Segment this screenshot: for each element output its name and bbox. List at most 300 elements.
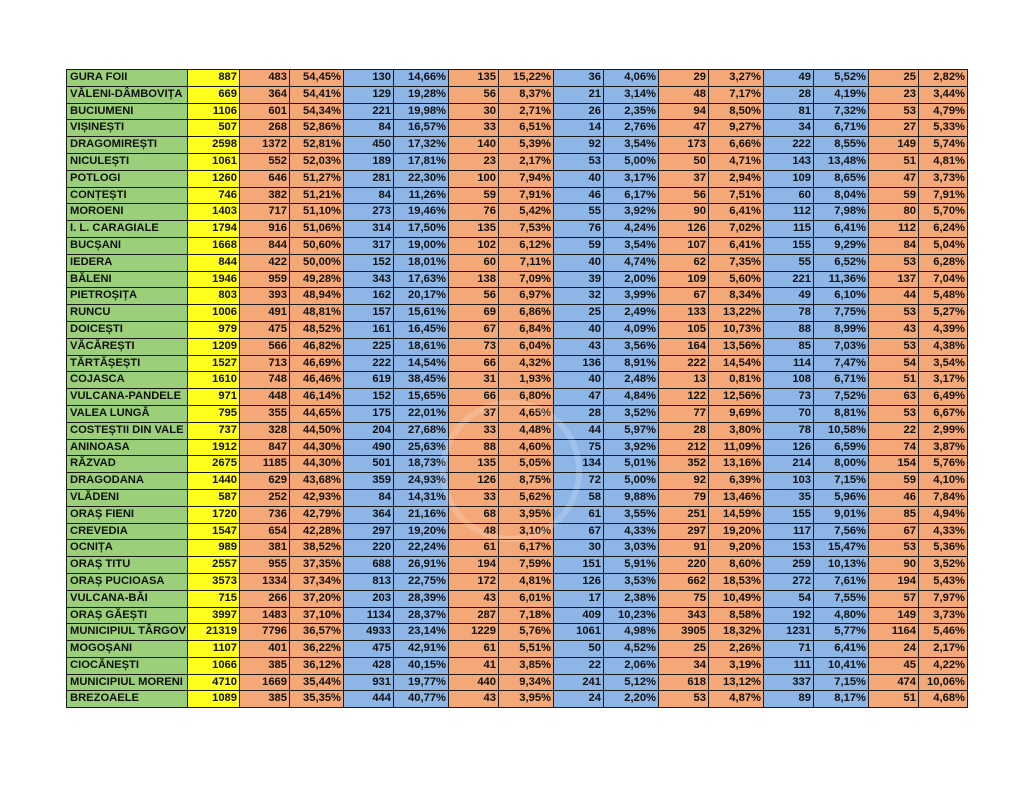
value-cell: 359 (344, 473, 394, 490)
value-cell: 15,47% (814, 540, 869, 557)
value-cell: 4,10% (919, 473, 968, 490)
value-cell: 76 (449, 204, 499, 221)
value-cell: 10,58% (814, 422, 869, 439)
value-cell: 15,22% (499, 70, 554, 87)
value-cell: 1372 (240, 137, 290, 154)
locality-name-cell: DRAGODANA (67, 473, 188, 490)
value-cell: 84 (344, 187, 394, 204)
value-cell: 9,27% (709, 120, 764, 137)
value-cell: 18,32% (709, 624, 764, 641)
value-cell: 8,75% (499, 473, 554, 490)
total-cell: 21319 (188, 624, 240, 641)
value-cell: 94 (659, 103, 709, 120)
total-cell: 737 (188, 422, 240, 439)
value-cell: 14,59% (709, 506, 764, 523)
value-cell: 385 (240, 657, 290, 674)
value-cell: 33 (449, 120, 499, 137)
total-cell: 1006 (188, 305, 240, 322)
total-cell: 1794 (188, 221, 240, 238)
value-cell: 4,39% (919, 321, 968, 338)
table-row (67, 355, 968, 372)
value-cell: 2,20% (604, 691, 659, 708)
value-cell: 4,87% (709, 691, 764, 708)
value-cell: 19,46% (394, 204, 449, 221)
value-cell: 85 (869, 506, 919, 523)
value-cell: 6,66% (709, 137, 764, 154)
value-cell: 19,20% (709, 523, 764, 540)
value-cell: 4,60% (499, 439, 554, 456)
value-cell: 66 (449, 355, 499, 372)
value-cell: 4933 (344, 624, 394, 641)
value-cell: 4,80% (814, 607, 869, 624)
value-cell: 192 (764, 607, 814, 624)
value-cell: 273 (344, 204, 394, 221)
value-cell: 105 (659, 321, 709, 338)
value-cell: 135 (449, 221, 499, 238)
locality-name-cell: VĂCĂREȘTI (67, 338, 188, 355)
value-cell: 44,30% (290, 439, 344, 456)
value-cell: 7,55% (814, 590, 869, 607)
value-cell: 70 (764, 405, 814, 422)
total-cell: 989 (188, 540, 240, 557)
value-cell: 129 (344, 86, 394, 103)
value-cell: 126 (554, 573, 604, 590)
value-cell: 175 (344, 405, 394, 422)
value-cell: 5,62% (499, 489, 554, 506)
value-cell: 22,30% (394, 170, 449, 187)
table-row (67, 305, 968, 322)
table-row (67, 153, 968, 170)
value-cell: 73 (449, 338, 499, 355)
value-cell: 43 (869, 321, 919, 338)
value-cell: 6,41% (814, 221, 869, 238)
value-cell: 1164 (869, 624, 919, 641)
value-cell: 155 (764, 506, 814, 523)
value-cell: 3,14% (604, 86, 659, 103)
value-cell: 49,28% (290, 271, 344, 288)
value-cell: 847 (240, 439, 290, 456)
value-cell: 135 (449, 456, 499, 473)
value-cell: 629 (240, 473, 290, 490)
value-cell: 157 (344, 305, 394, 322)
value-cell: 54,45% (290, 70, 344, 87)
value-cell: 381 (240, 540, 290, 557)
value-cell: 7,51% (709, 187, 764, 204)
value-cell: 646 (240, 170, 290, 187)
value-cell: 409 (554, 607, 604, 624)
value-cell: 8,04% (814, 187, 869, 204)
value-cell: 13,16% (709, 456, 764, 473)
total-cell: 971 (188, 389, 240, 406)
total-cell: 2557 (188, 557, 240, 574)
value-cell: 6,01% (499, 590, 554, 607)
value-cell: 5,04% (919, 237, 968, 254)
value-cell: 54 (764, 590, 814, 607)
value-cell: 6,80% (499, 389, 554, 406)
value-cell: 161 (344, 321, 394, 338)
value-cell: 88 (449, 439, 499, 456)
total-cell: 746 (188, 187, 240, 204)
total-cell: 2675 (188, 456, 240, 473)
value-cell: 17,81% (394, 153, 449, 170)
table-row (67, 338, 968, 355)
value-cell: 117 (764, 523, 814, 540)
value-cell: 88 (764, 321, 814, 338)
table-row (67, 590, 968, 607)
value-cell: 33 (449, 489, 499, 506)
table-row (67, 456, 968, 473)
value-cell: 5,52% (814, 70, 869, 87)
value-cell: 619 (344, 372, 394, 389)
value-cell: 8,58% (709, 607, 764, 624)
value-cell: 401 (240, 641, 290, 658)
value-cell: 114 (764, 355, 814, 372)
value-cell: 109 (659, 271, 709, 288)
value-cell: 173 (659, 137, 709, 154)
value-cell: 59 (554, 237, 604, 254)
value-cell: 60 (449, 254, 499, 271)
value-cell: 43 (449, 590, 499, 607)
table-row (67, 70, 968, 87)
value-cell: 58 (554, 489, 604, 506)
value-cell: 28,39% (394, 590, 449, 607)
table-row (67, 321, 968, 338)
total-cell: 1061 (188, 153, 240, 170)
value-cell: 7,59% (499, 557, 554, 574)
value-cell: 931 (344, 674, 394, 691)
value-cell: 2,71% (499, 103, 554, 120)
value-cell: 2,99% (919, 422, 968, 439)
value-cell: 10,41% (814, 657, 869, 674)
value-cell: 3,56% (604, 338, 659, 355)
value-cell: 618 (659, 674, 709, 691)
value-cell: 474 (869, 674, 919, 691)
value-cell: 75 (554, 439, 604, 456)
total-cell: 1106 (188, 103, 240, 120)
value-cell: 7,56% (814, 523, 869, 540)
value-cell: 3,80% (709, 422, 764, 439)
total-cell: 1089 (188, 691, 240, 708)
value-cell: 5,39% (499, 137, 554, 154)
locality-name-cell: ANINOASA (67, 439, 188, 456)
value-cell: 713 (240, 355, 290, 372)
value-cell: 1229 (449, 624, 499, 641)
value-cell: 49 (764, 70, 814, 87)
value-cell: 6,24% (919, 221, 968, 238)
value-cell: 92 (659, 473, 709, 490)
value-cell: 3,52% (919, 557, 968, 574)
value-cell: 48 (659, 86, 709, 103)
locality-name-cell: VLĂDENI (67, 489, 188, 506)
value-cell: 63 (869, 389, 919, 406)
locality-name-cell: VĂLENI-DÂMBOVIȚA (67, 86, 188, 103)
value-cell: 14 (554, 120, 604, 137)
value-cell: 6,71% (814, 372, 869, 389)
value-cell: 1061 (554, 624, 604, 641)
value-cell: 53 (869, 305, 919, 322)
value-cell: 54,41% (290, 86, 344, 103)
value-cell: 81 (764, 103, 814, 120)
table-row (67, 170, 968, 187)
value-cell: 566 (240, 338, 290, 355)
value-cell: 4,33% (604, 523, 659, 540)
value-cell: 2,49% (604, 305, 659, 322)
value-cell: 152 (344, 254, 394, 271)
value-cell: 5,01% (604, 456, 659, 473)
total-cell: 803 (188, 288, 240, 305)
value-cell: 3,95% (499, 506, 554, 523)
total-cell: 1107 (188, 641, 240, 658)
value-cell: 5,36% (919, 540, 968, 557)
value-cell: 297 (659, 523, 709, 540)
value-cell: 5,91% (604, 557, 659, 574)
value-cell: 91 (659, 540, 709, 557)
value-cell: 5,33% (919, 120, 968, 137)
locality-name-cell: ORAȘ TITU (67, 557, 188, 574)
value-cell: 23,14% (394, 624, 449, 641)
value-cell: 8,00% (814, 456, 869, 473)
value-cell: 17,32% (394, 137, 449, 154)
value-cell: 47 (869, 170, 919, 187)
value-cell: 17,50% (394, 221, 449, 238)
total-cell: 715 (188, 590, 240, 607)
value-cell: 35,35% (290, 691, 344, 708)
value-cell: 317 (344, 237, 394, 254)
value-cell: 251 (659, 506, 709, 523)
value-cell: 37,34% (290, 573, 344, 590)
value-cell: 13,48% (814, 153, 869, 170)
value-cell: 48 (449, 523, 499, 540)
locality-name-cell: COSTEȘTII DIN VALE (67, 422, 188, 439)
value-cell: 13,22% (709, 305, 764, 322)
value-cell: 67 (449, 321, 499, 338)
locality-name-cell: ORAȘ GĂEȘTI (67, 607, 188, 624)
value-cell: 748 (240, 372, 290, 389)
total-cell: 979 (188, 321, 240, 338)
value-cell: 53 (869, 540, 919, 557)
value-cell: 8,37% (499, 86, 554, 103)
locality-name-cell: BĂLENI (67, 271, 188, 288)
value-cell: 9,88% (604, 489, 659, 506)
value-cell: 491 (240, 305, 290, 322)
value-cell: 3,03% (604, 540, 659, 557)
value-cell: 552 (240, 153, 290, 170)
value-cell: 14,31% (394, 489, 449, 506)
value-cell: 4,32% (499, 355, 554, 372)
value-cell: 16,45% (394, 321, 449, 338)
value-cell: 38,52% (290, 540, 344, 557)
value-cell: 214 (764, 456, 814, 473)
value-cell: 76 (554, 221, 604, 238)
value-cell: 7,91% (919, 187, 968, 204)
value-cell: 15,65% (394, 389, 449, 406)
value-cell: 52,03% (290, 153, 344, 170)
locality-name-cell: VALEA LUNGĂ (67, 405, 188, 422)
value-cell: 59 (449, 187, 499, 204)
value-cell: 4,79% (919, 103, 968, 120)
value-cell: 35,44% (290, 674, 344, 691)
value-cell: 364 (344, 506, 394, 523)
value-cell: 100 (449, 170, 499, 187)
value-cell: 51,21% (290, 187, 344, 204)
value-cell: 1483 (240, 607, 290, 624)
table-row (67, 271, 968, 288)
value-cell: 143 (764, 153, 814, 170)
value-cell: 41 (449, 657, 499, 674)
value-cell: 67 (659, 288, 709, 305)
value-cell: 30 (449, 103, 499, 120)
value-cell: 20,17% (394, 288, 449, 305)
value-cell: 6,97% (499, 288, 554, 305)
total-cell: 507 (188, 120, 240, 137)
table-row (67, 221, 968, 238)
value-cell: 428 (344, 657, 394, 674)
value-cell: 42,28% (290, 523, 344, 540)
value-cell: 46,82% (290, 338, 344, 355)
value-cell: 8,81% (814, 405, 869, 422)
value-cell: 221 (344, 103, 394, 120)
value-cell: 32 (554, 288, 604, 305)
value-cell: 266 (240, 590, 290, 607)
total-cell: 1403 (188, 204, 240, 221)
value-cell: 4,09% (604, 321, 659, 338)
table-row (67, 389, 968, 406)
value-cell: 7,17% (709, 86, 764, 103)
value-cell: 85 (764, 338, 814, 355)
value-cell: 9,34% (499, 674, 554, 691)
locality-name-cell: VIȘINEȘTI (67, 120, 188, 137)
value-cell: 3,19% (709, 657, 764, 674)
value-cell: 15,61% (394, 305, 449, 322)
value-cell: 67 (869, 523, 919, 540)
value-cell: 7,04% (919, 271, 968, 288)
value-cell: 154 (869, 456, 919, 473)
value-cell: 3,73% (919, 170, 968, 187)
value-cell: 9,20% (709, 540, 764, 557)
total-cell: 1260 (188, 170, 240, 187)
value-cell: 385 (240, 691, 290, 708)
value-cell: 252 (240, 489, 290, 506)
locality-name-cell: ORAȘ FIENI (67, 506, 188, 523)
locality-name-cell: PIETROȘIȚA (67, 288, 188, 305)
value-cell: 4,38% (919, 338, 968, 355)
value-cell: 3,10% (499, 523, 554, 540)
value-cell: 42,79% (290, 506, 344, 523)
table-row (67, 506, 968, 523)
value-cell: 74 (869, 439, 919, 456)
value-cell: 49 (764, 288, 814, 305)
table-row (67, 691, 968, 708)
table-row (67, 540, 968, 557)
value-cell: 67 (554, 523, 604, 540)
value-cell: 18,01% (394, 254, 449, 271)
table-row (67, 405, 968, 422)
value-cell: 6,41% (814, 641, 869, 658)
value-cell: 68 (449, 506, 499, 523)
value-cell: 26 (554, 103, 604, 120)
locality-name-cell: TĂRTĂȘEȘTI (67, 355, 188, 372)
value-cell: 6,04% (499, 338, 554, 355)
locality-name-cell: RĂZVAD (67, 456, 188, 473)
value-cell: 7,47% (814, 355, 869, 372)
value-cell: 102 (449, 237, 499, 254)
value-cell: 56 (449, 288, 499, 305)
value-cell: 111 (764, 657, 814, 674)
locality-name-cell: MOROENI (67, 204, 188, 221)
value-cell: 9,01% (814, 506, 869, 523)
value-cell: 51,27% (290, 170, 344, 187)
value-cell: 6,71% (814, 120, 869, 137)
value-cell: 959 (240, 271, 290, 288)
value-cell: 48,81% (290, 305, 344, 322)
value-cell: 26,91% (394, 557, 449, 574)
value-cell: 109 (764, 170, 814, 187)
value-cell: 6,17% (604, 187, 659, 204)
value-cell: 7,15% (814, 473, 869, 490)
value-cell: 53 (869, 254, 919, 271)
total-cell: 1527 (188, 355, 240, 372)
value-cell: 151 (554, 557, 604, 574)
value-cell: 7796 (240, 624, 290, 641)
value-cell: 8,99% (814, 321, 869, 338)
value-cell: 688 (344, 557, 394, 574)
table-row (67, 607, 968, 624)
value-cell: 268 (240, 120, 290, 137)
value-cell: 53 (659, 691, 709, 708)
value-cell: 48,94% (290, 288, 344, 305)
value-cell: 66 (449, 389, 499, 406)
value-cell: 2,48% (604, 372, 659, 389)
locality-name-cell: ORAȘ PUCIOASA (67, 573, 188, 590)
value-cell: 84 (344, 489, 394, 506)
value-cell: 56 (659, 187, 709, 204)
value-cell: 79 (659, 489, 709, 506)
value-cell: 221 (764, 271, 814, 288)
total-cell: 1440 (188, 473, 240, 490)
value-cell: 355 (240, 405, 290, 422)
value-cell: 136 (554, 355, 604, 372)
value-cell: 7,32% (814, 103, 869, 120)
value-cell: 36,22% (290, 641, 344, 658)
value-cell: 53 (554, 153, 604, 170)
value-cell: 37 (659, 170, 709, 187)
value-cell: 7,98% (814, 204, 869, 221)
table-row (67, 439, 968, 456)
value-cell: 222 (344, 355, 394, 372)
total-cell: 1720 (188, 506, 240, 523)
value-cell: 7,35% (709, 254, 764, 271)
value-cell: 5,43% (919, 573, 968, 590)
value-cell: 4,81% (499, 573, 554, 590)
value-cell: 5,12% (604, 674, 659, 691)
value-cell: 53 (869, 103, 919, 120)
value-cell: 45 (869, 657, 919, 674)
value-cell: 448 (240, 389, 290, 406)
value-cell: 38,45% (394, 372, 449, 389)
value-cell: 7,84% (919, 489, 968, 506)
value-cell: 955 (240, 557, 290, 574)
value-cell: 382 (240, 187, 290, 204)
value-cell: 13 (659, 372, 709, 389)
value-cell: 164 (659, 338, 709, 355)
table-body (67, 70, 968, 708)
value-cell: 22 (554, 657, 604, 674)
value-cell: 51 (869, 372, 919, 389)
value-cell: 9,69% (709, 405, 764, 422)
total-cell: 3997 (188, 607, 240, 624)
value-cell: 0,81% (709, 372, 764, 389)
value-cell: 115 (764, 221, 814, 238)
